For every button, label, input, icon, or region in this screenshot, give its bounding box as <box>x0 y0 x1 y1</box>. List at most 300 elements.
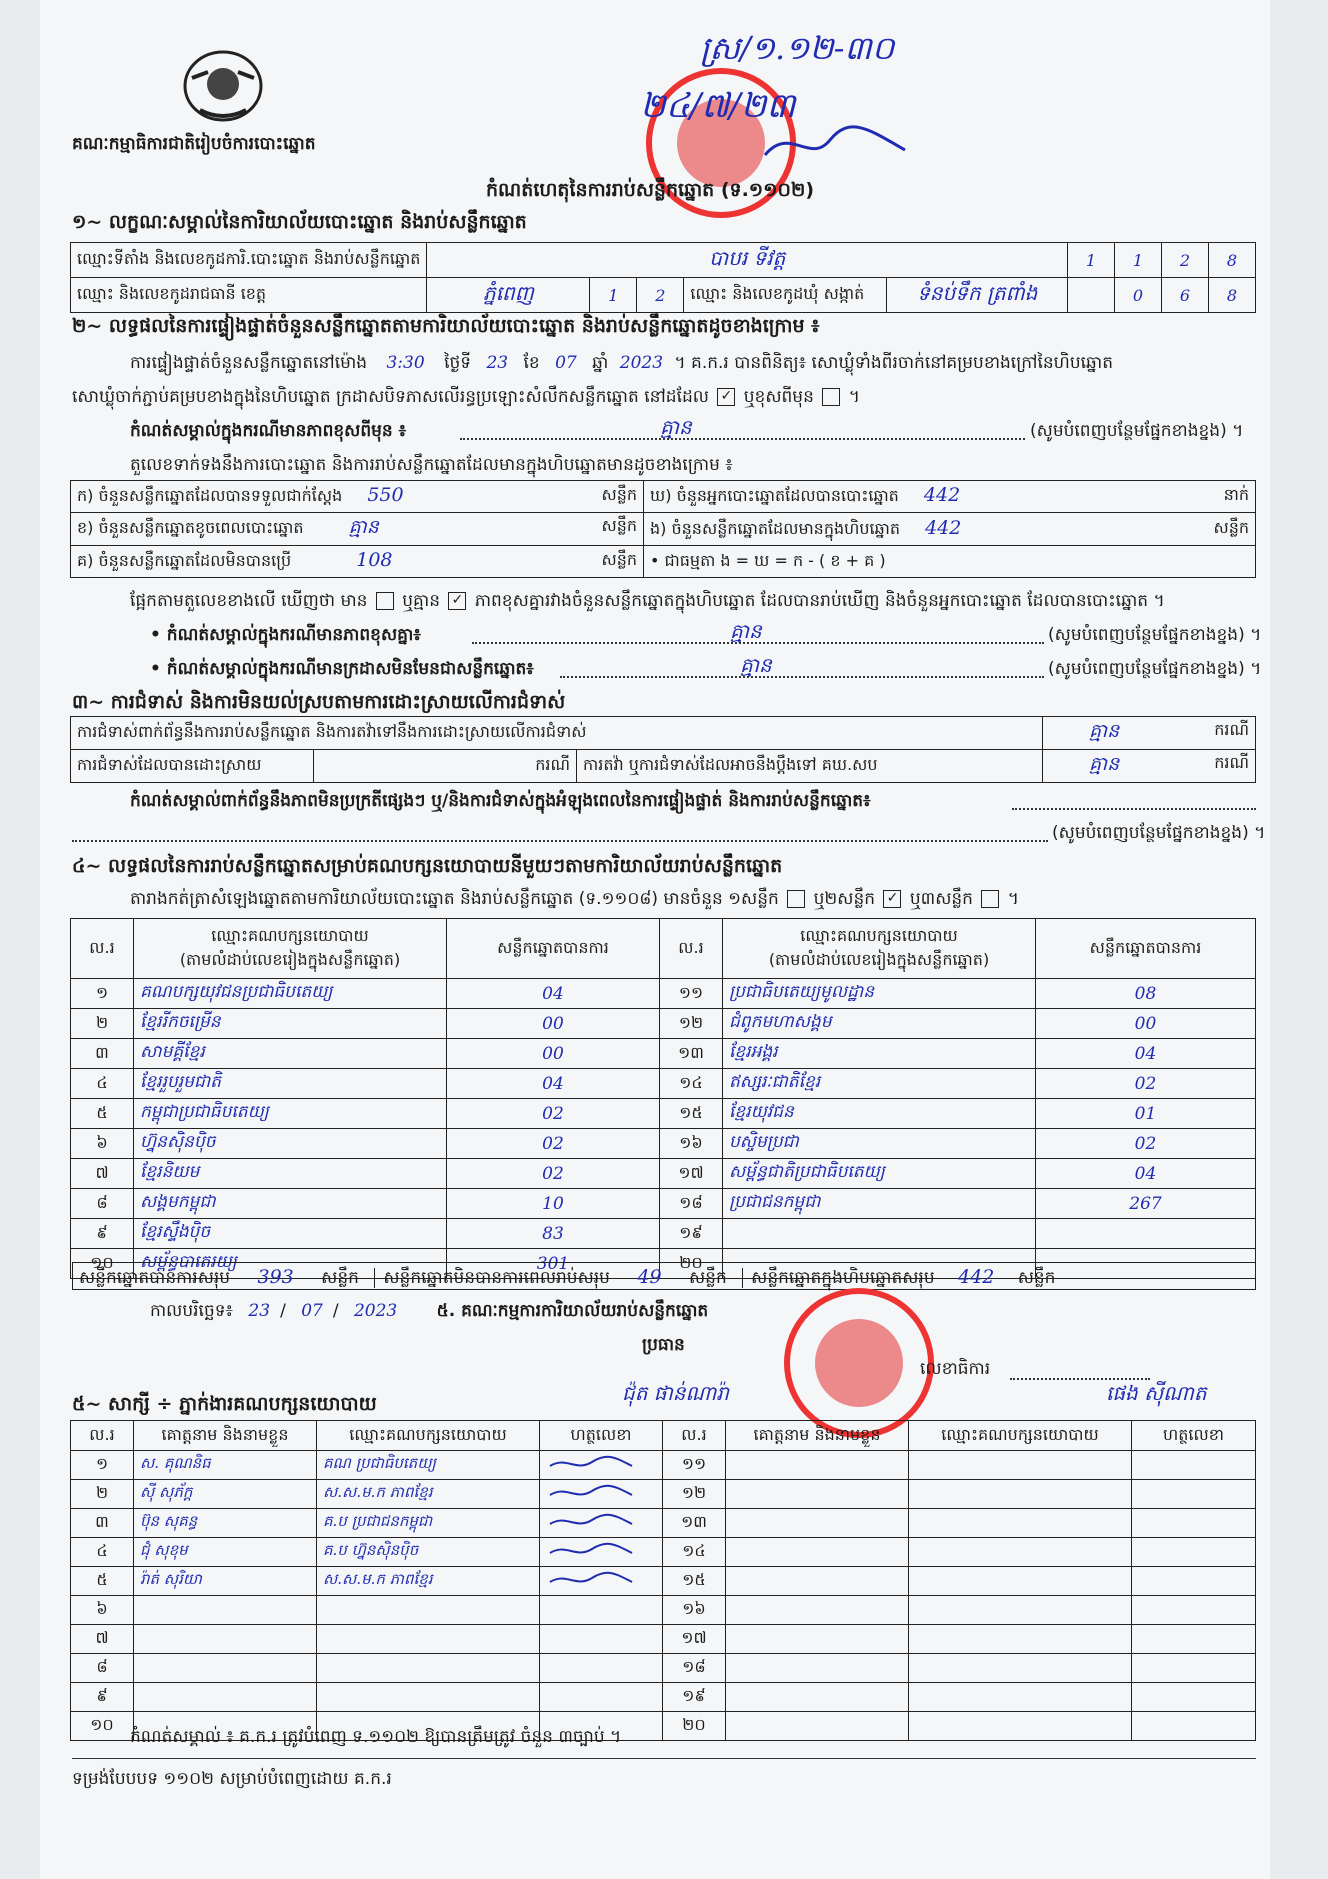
commune-code-3: 8 <box>1209 278 1256 313</box>
witness-row <box>71 1509 1256 1538</box>
results-col-no-left: ល.រ <box>71 919 134 979</box>
witness-row-sig-right <box>1132 1683 1256 1712</box>
results-row-no-right: ១៩ <box>660 1219 723 1249</box>
results-row-party-right: ខ្មែរយុវជន <box>723 1099 1036 1129</box>
objection-appeal-unit: ករណី <box>1214 753 1249 772</box>
witness-body <box>71 1451 1256 1741</box>
witness-row-party-left <box>317 1683 540 1712</box>
witness-row-name-left: រ៉ាត់ សុរិយា <box>134 1567 317 1596</box>
witness-row-no-right: ១៤ <box>663 1538 726 1567</box>
chair-name: ជ៉ុត ផាន់ណារ៉ា <box>622 1381 729 1405</box>
commune-code-1: 0 <box>1115 278 1162 313</box>
witness-row-no-right: ១៧ <box>663 1625 726 1654</box>
valid-total-unit: សន្លឹក <box>321 1268 359 1288</box>
results-col-votes-right: សន្លឹកឆ្នោតបានការ <box>1036 919 1256 979</box>
seal-text: សោឃ្លុំចាក់ភ្ជាប់គម្របខាងក្នុងនៃហិបឆ្នោត ក្រដាសបិទភាសលើរន្ធប្រឡោះសំលឹកសន្លឹកឆ្នោត នៅដដែល <box>72 387 709 407</box>
witness-row-name-left <box>134 1654 317 1683</box>
verification-text-a: ការផ្ទៀងផ្ទាត់ចំនួនសន្លឹកឆ្នោតនៅម៉ោង <box>130 353 368 373</box>
results-summary <box>72 1262 1256 1290</box>
results-row-votes-left: 00 <box>447 1009 660 1039</box>
two-sheets-checkbox[interactable]: ✓ <box>883 890 901 908</box>
witness-row-sig-left <box>540 1654 663 1683</box>
chair-label: ប្រធាន <box>642 1335 685 1355</box>
irregularity-note-end: (សូមបំពេញបន្ថែមផ្នែកខាងខ្នង) ។ <box>1052 823 1266 843</box>
verification-text-e: ។ គ.ក.រ បានពិនិត្យ៖ សោឃ្លុំទាំងពីរចាក់នៅគម្របខាងក្រៅនៃហិបឆ្នោត <box>674 353 1113 373</box>
results-row-party-left: ខ្មែរនិយម <box>134 1159 447 1189</box>
witness-row-no-left: ៧ <box>71 1625 134 1654</box>
committee-label: ៥. គណៈកម្មការការិយាល័យរាប់សន្លឹកឆ្នោត <box>436 1301 709 1321</box>
results-row-party-left: ខ្មែររួបរួមជាតិ <box>134 1069 447 1099</box>
seal-text-end: ។ <box>848 387 860 407</box>
witness-row-name-left: ប៊ុន សុគន្ធ <box>134 1509 317 1538</box>
witness-row-sig-left <box>540 1596 663 1625</box>
results-row <box>71 979 1256 1009</box>
witness-row-party-left: គ.ប ហ្វ៊ុនស៊ិនប៉ិច <box>317 1538 540 1567</box>
results-row-no-left: ៣ <box>71 1039 134 1069</box>
objections-table <box>70 716 1256 783</box>
results-row-votes-left: 00 <box>447 1039 660 1069</box>
witness-row-sig-left <box>540 1625 663 1654</box>
results-table <box>70 918 1256 1279</box>
witness-row-sig-left <box>540 1538 663 1567</box>
witness-row-party-right <box>909 1712 1132 1741</box>
results-row <box>71 1039 1256 1069</box>
results-row-party-left: សង្គមកម្ពុជា <box>134 1189 447 1219</box>
witness-row-party-right <box>909 1654 1132 1683</box>
fig-row1-label: ក) ចំនួនសន្លឹកឆ្នោតដែលបានទទួលជាក់ស្តែង <box>77 486 343 505</box>
results-row-votes-left: 83 <box>447 1219 660 1249</box>
witness-row-name-right <box>726 1538 909 1567</box>
results-row <box>71 1129 1256 1159</box>
results-row <box>71 1159 1256 1189</box>
fig-row2-value: គ្មាន <box>348 516 379 538</box>
witness-col-name-left: គោត្តនាម និងនាមខ្លួន <box>134 1421 317 1451</box>
fig-row2-right-unit: សន្លឹក <box>1213 517 1249 537</box>
figures-intro: តួលេខទាក់ទងនឹងការបោះឆ្នោត និងការរាប់សន្លឹកឆ្នោតដែលមានក្នុងហិបឆ្នោតមានដូចខាងក្រោម ៖ <box>130 455 733 475</box>
results-row-no-left: ២ <box>71 1009 134 1039</box>
witness-row-name-right <box>726 1480 909 1509</box>
witness-row-no-right: ១៩ <box>663 1683 726 1712</box>
date-label: កាលបរិច្ឆេទ៖ <box>150 1301 234 1321</box>
results-row-no-left: ៩ <box>71 1219 134 1249</box>
witness-col-sig-left: ហត្ថលេខា <box>540 1421 663 1451</box>
note3-value: គ្មាន <box>740 653 772 677</box>
results-row-no-right: ១២ <box>660 1009 723 1039</box>
witness-col-no-left: ល.រ <box>71 1421 134 1451</box>
witness-col-name-right: គោត្តនាម និងនាមខ្លួន <box>726 1421 909 1451</box>
objection-row1-value: គ្មាន <box>1089 720 1120 742</box>
results-col-no-right: ល.រ <box>660 919 723 979</box>
note1-value: គ្មាន <box>660 415 692 439</box>
difference-text-b: ឬគ្មាន <box>402 591 441 611</box>
results-row-votes-left: 04 <box>447 1069 660 1099</box>
witness-row-party-left: គ.ប ប្រជាជនកម្ពុជា <box>317 1509 540 1538</box>
results-row-party-right: ខ្មែរអង្គរ <box>723 1039 1036 1069</box>
note3-dots <box>560 676 1044 678</box>
witness-row-sig-left <box>540 1683 663 1712</box>
org-name: គណៈកម្មាធិការជាតិរៀបចំការបោះឆ្នោត <box>72 134 316 154</box>
signature-top-icon <box>760 120 910 170</box>
results-row-votes-right: 02 <box>1036 1129 1256 1159</box>
seal-text-b: ឬខុសពីមុន <box>743 387 814 407</box>
objection-resolved-label: ការជំទាស់ដែលបានដោះស្រាយ <box>71 750 314 783</box>
results-col-votes-left: សន្លឹកឆ្នោតបានការ <box>447 919 660 979</box>
witness-row-name-right <box>726 1451 909 1480</box>
note1-end: (សូមបំពេញបន្ថែមផ្នែកខាងខ្នង) ។ <box>1030 421 1244 441</box>
verification-line <box>130 352 1113 377</box>
results-row <box>71 1069 1256 1099</box>
results-row-votes-right: 04 <box>1036 1159 1256 1189</box>
witness-row-no-right: ១៥ <box>663 1567 726 1596</box>
figures-table <box>70 480 1256 578</box>
section4-title: ៤~ លទ្ធផលនៃការរាប់សន្លឹកឆ្នោតសម្រាប់គណបក្សនយោបាយនីមួយៗតាមការិយាល័យរាប់សន្លឹកឆ្នោត <box>72 855 783 877</box>
fig-row3-value: 108 <box>356 549 393 571</box>
witness-row <box>71 1596 1256 1625</box>
results-row-votes-left: 02 <box>447 1099 660 1129</box>
results-row-votes-left: 02 <box>447 1129 660 1159</box>
note2-label: • កំណត់សម្គាល់ក្នុងករណីមានភាពខុសគ្នា៖ <box>150 625 421 645</box>
results-row-party-left: ខ្មែរស្ទឹងប៉ិច <box>134 1219 447 1249</box>
witness-row-no-left: ១០ <box>71 1712 134 1741</box>
witness-row-party-left <box>317 1625 540 1654</box>
province-label: ឈ្មោះ និងលេខកូដរាជធានី ខេត្ត <box>71 278 427 313</box>
results-row-votes-right <box>1036 1219 1256 1249</box>
note3-end: (សូមបំពេញបន្ថែមផ្នែកខាងខ្នង) ។ <box>1048 659 1262 679</box>
witness-row-no-left: ១ <box>71 1451 134 1480</box>
witness-row-party-left: គណ ប្រជាធិបតេយ្យ <box>317 1451 540 1480</box>
witness-row-no-right: ១១ <box>663 1451 726 1480</box>
results-row-no-right: ១៨ <box>660 1189 723 1219</box>
results-row-no-left: ៤ <box>71 1069 134 1099</box>
results-row-party-left: សាមគ្គីខ្មែរ <box>134 1039 447 1069</box>
sheets-line <box>130 888 1019 913</box>
fig-row1-right-value: 442 <box>923 484 961 506</box>
fig-row2-unit: សន្លឹក <box>601 516 637 535</box>
witness-row-sig-right <box>1132 1596 1256 1625</box>
witness-col-sig-right: ហត្ថលេខា <box>1132 1421 1256 1451</box>
results-col-party-left-sub: (តាមលំដាប់លេខរៀងក្នុងសន្លឹកឆ្នោត) <box>179 949 401 969</box>
province-code-1: 1 <box>590 278 637 313</box>
form-footer: ទម្រង់បែបបទ ១១០២ សម្រាប់បំពេញដោយ គ.ក.រ <box>72 1769 392 1789</box>
witness-row <box>71 1538 1256 1567</box>
witness-row-name-left: ស. គុណនិធ <box>134 1451 317 1480</box>
secretary-name: ផេង ស៊ីណាត <box>1106 1381 1207 1405</box>
results-row-votes-right: 267 <box>1036 1189 1256 1219</box>
sheets-text-b: ឬ២សន្លឹក <box>813 889 876 909</box>
valid-total-label: សន្លឹកឆ្នោតបានការសរុប <box>79 1268 231 1288</box>
witness-col-party-right: ឈ្មោះគណបក្សនយោបាយ <box>909 1421 1132 1451</box>
fig-row1-right: ឃ) ចំនួនអ្នកបោះឆ្នោតដែលបានបោះឆ្នោត <box>650 486 899 505</box>
commune-label: ឈ្មោះ និងលេខកូដឃុំ សង្កាត់ <box>684 278 887 313</box>
witness-row-sig-left <box>540 1509 663 1538</box>
verification-month: 07 <box>555 353 577 373</box>
results-row-party-left: សម្ព័ន្ធបាតេរយ្យ <box>134 1249 447 1279</box>
results-row-no-left: ៧ <box>71 1159 134 1189</box>
results-row-votes-right: 08 <box>1036 979 1256 1009</box>
verification-time: 3:30 <box>386 353 425 373</box>
results-row-votes-left: 02 <box>447 1159 660 1189</box>
commune-code-blank <box>1068 278 1115 313</box>
section1-title: ១~ លក្ខណៈសម្គាល់នៃការិយាល័យបោះឆ្នោត និងរាប់សន្លឹកឆ្នោត <box>72 211 527 233</box>
results-row-no-left: ១០ <box>71 1249 134 1279</box>
objection-appeal-value: គ្មាន <box>1089 753 1120 775</box>
date-line: កាលបរិច្ឆេទ៖ 23 / 07 / 2023 ៥. គណៈកម្មការការិយាល័យរាប់សន្លឹកឆ្នោត <box>150 1301 709 1321</box>
different-checkbox[interactable] <box>822 388 840 406</box>
results-col-party-right-title: ឈ្មោះគណបក្សនយោបាយ <box>800 925 958 945</box>
witness-row-sig-left <box>540 1567 663 1596</box>
witness-row-no-left: ២ <box>71 1480 134 1509</box>
witness-row-party-right <box>909 1596 1132 1625</box>
results-row-no-left: ៦ <box>71 1129 134 1159</box>
results-row-no-left: ៥ <box>71 1099 134 1129</box>
footer-divider <box>72 1758 1256 1759</box>
location-code-4: 8 <box>1209 243 1256 278</box>
difference-line <box>130 590 1165 615</box>
handwritten-date: ២៤/៧/២៣ <box>640 86 796 126</box>
footnote: កំណត់សម្គាល់ ៖ គ.ក.រ ត្រូវបំពេញ ទ.១១០២ ឱ្យបានត្រឹមត្រូវ ចំនួន ៣ច្បាប់ ។ <box>130 1727 622 1747</box>
witness-row-sig-right <box>1132 1712 1256 1741</box>
witness-row-name-right <box>726 1509 909 1538</box>
province-code-2: 2 <box>637 278 684 313</box>
witness-table <box>70 1420 1256 1741</box>
box-total-label: សន្លឹកឆ្នោតក្នុងហិបឆ្នោតសរុប <box>742 1268 934 1288</box>
witness-row-party-right <box>909 1625 1132 1654</box>
results-row-no-right: ១៦ <box>660 1129 723 1159</box>
witness-row-name-left <box>134 1596 317 1625</box>
witness-row-sig-right <box>1132 1567 1256 1596</box>
fig-row1-unit: សន្លឹក <box>601 485 637 504</box>
results-row-no-left: ១ <box>71 979 134 1009</box>
witness-row-name-right <box>726 1596 909 1625</box>
fig-row2-right-value: 442 <box>925 516 962 539</box>
official-stamp-bottom <box>784 1288 934 1438</box>
witness-row-party-left <box>317 1596 540 1625</box>
document-title: កំណត់ហេតុនៃការរាប់សន្លឹកឆ្នោត (ទ.១១០២) <box>486 179 815 201</box>
invalid-total-unit: សន្លឹក <box>688 1268 727 1288</box>
handwritten-reference: ស្រ/១.១២-៣០ <box>700 29 895 67</box>
note1-label: កំណត់សម្គាល់ក្នុងករណីមានភាពខុសពីមុន ៖ <box>130 421 407 441</box>
results-row-votes-right: 02 <box>1036 1069 1256 1099</box>
results-row-votes-right: 00 <box>1036 1009 1256 1039</box>
results-row-party-right: ជំពូកមហាសង្គម <box>723 1009 1036 1039</box>
results-col-party-left-title: ឈ្មោះគណបក្សនយោបាយ <box>211 925 369 945</box>
commune-value: ទំនប់ទឹក ត្រពាំង <box>887 278 1068 313</box>
witness-row-sig-left <box>540 1451 663 1480</box>
results-row-votes-right: 04 <box>1036 1039 1256 1069</box>
witness-row-no-right: ១៨ <box>663 1654 726 1683</box>
objection-row1-unit: ករណី <box>1214 720 1249 739</box>
witness-row-party-left <box>317 1654 540 1683</box>
witness-row-party-right <box>909 1538 1132 1567</box>
results-row-votes-left: 04 <box>447 979 660 1009</box>
results-row-party-right <box>723 1219 1036 1249</box>
date-day: 23 <box>248 1301 271 1321</box>
date-year: 2023 <box>353 1301 398 1321</box>
difference-text-c: ភាពខុសគ្នារវាងចំនួនសន្លឹកឆ្នោតក្នុងហិបឆ្នោត ដែលបានរាប់ឃើញ និងចំនួនអ្នកបោះឆ្នោត ដែលបានបោះឆ្នោត ។ <box>474 591 1165 611</box>
results-row-no-right: ១៥ <box>660 1099 723 1129</box>
witness-row-name-right <box>726 1625 909 1654</box>
witness-row-name-left <box>134 1625 317 1654</box>
note3-label: • កំណត់សម្គាល់ក្នុងករណីមានក្រដាសមិនមែនជាសន្លឹកឆ្នោត៖ <box>150 659 534 679</box>
results-body <box>71 979 1256 1279</box>
witness-row-party-left: ស.ស.ម.ក ភាពខ្មែរ <box>317 1567 540 1596</box>
results-col-party-right-sub: (តាមលំដាប់លេខរៀងក្នុងសន្លឹកឆ្នោត) <box>768 949 990 969</box>
verification-text-c: ខែ <box>523 353 540 373</box>
results-col-party-left <box>134 919 447 979</box>
results-row-no-right: ១១ <box>660 979 723 1009</box>
irregularity-dots-1 <box>1012 808 1256 810</box>
results-row-no-right: ២០ <box>660 1249 723 1279</box>
invalid-total-label: សន្លឹកឆ្នោតមិនបានការពេលរាប់សរុប <box>374 1268 610 1288</box>
witness-row-party-right <box>909 1509 1132 1538</box>
results-row-party-left: ហ្វ៊ុនស៊ិនប៉ិច <box>134 1129 447 1159</box>
results-row-votes-right: 01 <box>1036 1099 1256 1129</box>
location-code-2: 1 <box>1115 243 1162 278</box>
witness-row <box>71 1451 1256 1480</box>
witness-row-name-right <box>726 1712 909 1741</box>
fig-row3-label: គ) ចំនួនសន្លឹកឆ្នោតដែលមិនបានប្រើ <box>77 551 292 570</box>
results-row-party-right: ប្រជាធិបតេយ្យមូលដ្ឋាន <box>723 979 1036 1009</box>
has-difference-checkbox[interactable] <box>376 592 394 610</box>
witness-row-sig-right <box>1132 1654 1256 1683</box>
fig-row3-right: • ជាធម្មតា ង = ឃ = ក - ( ខ + គ ) <box>650 550 886 570</box>
no-difference-checkbox[interactable]: ✓ <box>448 592 466 610</box>
valid-total-value: 393 <box>257 1266 294 1288</box>
seal-line <box>72 386 860 411</box>
invalid-total-value: 49 <box>637 1266 662 1288</box>
witness-row-name-right <box>726 1654 909 1683</box>
verification-text-d: ឆ្នាំ <box>592 353 609 373</box>
objection-row1-label: ការជំទាស់ពាក់ព័ន្ធនឹងការរាប់សន្លឹកឆ្នោត និងការតវ៉ាទៅនឹងការដោះស្រាយលើការជំទាស់ <box>71 717 1043 750</box>
results-row-no-right: ១៤ <box>660 1069 723 1099</box>
witness-row-party-left: ស.ស.ម.ក ភាពខ្មែរ <box>317 1480 540 1509</box>
sheets-text-end: ។ <box>1007 889 1020 909</box>
secretary-label: លេខាធិការ <box>920 1359 991 1379</box>
witness-row-party-right <box>909 1567 1132 1596</box>
witness-row <box>71 1683 1256 1712</box>
results-row-party-right: ប្រជាជនកម្ពុជា <box>723 1189 1036 1219</box>
irregularity-dots-2 <box>72 840 1048 842</box>
witness-row <box>71 1625 1256 1654</box>
results-row-party-left: កម្ពុជាប្រជាធិបតេយ្យ <box>134 1099 447 1129</box>
location-code-1: 1 <box>1068 243 1115 278</box>
province-value: ភ្នំពេញ <box>427 278 590 313</box>
note1-dots <box>460 438 1025 440</box>
witness-row-name-left: ស៊ី សុភ័ក្ត <box>134 1480 317 1509</box>
section3-title: ៣~ ការជំទាស់ និងការមិនយល់ស្របតាមការដោះស្រាយលើការជំទាស់ <box>72 691 566 713</box>
witness-row-sig-left <box>540 1480 663 1509</box>
irregularity-note-label: កំណត់សម្គាល់ពាក់ព័ន្ធនឹងភាពមិនប្រក្រតីផ្សេងៗ ឬ/និងការជំទាស់ក្នុងអំឡុងពេលនៃការផ្ទៀងផ្ទាត់ និងការរាប់សន្លឹកឆ្នោត៖ <box>130 791 871 811</box>
witness-row-name-left <box>134 1683 317 1712</box>
nec-emblem-icon <box>180 48 266 124</box>
witness-row-party-right <box>909 1480 1132 1509</box>
commune-code-2: 6 <box>1162 278 1209 313</box>
difference-text-a: ផ្អែកតាមតួលេខខាងលើ ឃើញថា មាន <box>130 591 368 611</box>
witness-col-party-left: ឈ្មោះគណបក្សនយោបាយ <box>317 1421 540 1451</box>
results-row-party-right: ឥស្សរៈជាតិខ្មែរ <box>723 1069 1036 1099</box>
results-row-party-left: គណបក្សយុវជនប្រជាធិបតេយ្យ <box>134 979 447 1009</box>
sheets-text-c: ឬ៣សន្លឹក <box>909 889 973 909</box>
three-sheets-checkbox[interactable] <box>981 890 999 908</box>
witness-row-no-left: ៥ <box>71 1567 134 1596</box>
witness-row-no-left: ៩ <box>71 1683 134 1712</box>
verification-year: 2023 <box>619 353 664 373</box>
witness-row-name-right <box>726 1683 909 1712</box>
one-sheet-checkbox[interactable] <box>787 890 805 908</box>
verification-text-b: ថ្ងៃទី <box>444 353 472 373</box>
results-row-no-right: ១៧ <box>660 1159 723 1189</box>
witness-row-no-left: ៤ <box>71 1538 134 1567</box>
witness-row-sig-right <box>1132 1451 1256 1480</box>
fig-row1-value: 550 <box>367 484 404 506</box>
location-value: បាបរ ទីវត្ត <box>427 243 1068 278</box>
box-total-unit: សន្លឹក <box>1017 1268 1056 1288</box>
witness-row-no-left: ៦ <box>71 1596 134 1625</box>
results-row-party-right: សម្ព័ន្ធជាតិប្រជាធិបតេយ្យ <box>723 1159 1036 1189</box>
results-row <box>71 1189 1256 1219</box>
box-total-value: 442 <box>958 1266 995 1288</box>
results-col-party-right <box>723 919 1036 979</box>
witness-row-no-right: ១២ <box>663 1480 726 1509</box>
results-row-no-right: ១៣ <box>660 1039 723 1069</box>
same-checkbox[interactable]: ✓ <box>717 388 735 406</box>
date-month: 07 <box>301 1301 323 1321</box>
fig-row1-right-unit: នាក់ <box>1223 485 1249 504</box>
document-page <box>40 0 1270 1879</box>
fig-row2-right: ង) ចំនួនសន្លឹកឆ្នោតដែលមានក្នុងហិបឆ្នោត <box>650 518 900 538</box>
witness-row-no-right: ២០ <box>663 1712 726 1741</box>
witness-row-sig-right <box>1132 1509 1256 1538</box>
results-row <box>71 1219 1256 1249</box>
note2-dots <box>472 642 1044 644</box>
objection-appeal-label: ការតវ៉ា ឬការជំទាស់ដែលអាចនឹងប្តឹងទៅ គឃ.សប <box>577 750 1043 783</box>
fig-row3-unit: សន្លឹក <box>601 550 637 569</box>
results-row-votes-left: 10 <box>447 1189 660 1219</box>
witness-row-party-right <box>909 1451 1132 1480</box>
witness-row-no-left: ៨ <box>71 1654 134 1683</box>
witness-col-no-right: ល.រ <box>663 1421 726 1451</box>
witness-row-name-right <box>726 1567 909 1596</box>
verification-day: 23 <box>486 353 509 373</box>
location-code-3: 2 <box>1162 243 1209 278</box>
witness-row <box>71 1567 1256 1596</box>
section1-table <box>70 242 1256 313</box>
witness-row-no-right: ១៦ <box>663 1596 726 1625</box>
results-row-party-left: ខ្មែររីកចម្រើន <box>134 1009 447 1039</box>
results-row-no-left: ៨ <box>71 1189 134 1219</box>
fig-row2-label: ខ) ចំនួនសន្លឹកឆ្នោតខូចពេលបោះឆ្នោត <box>77 518 304 537</box>
witness-row-sig-right <box>1132 1538 1256 1567</box>
sheets-text: តារាងកត់ត្រាសំឡេងឆ្នោតតាមការិយាល័យបោះឆ្នោត និងរាប់សន្លឹកឆ្នោត (ទ.១១០៨) មានចំនួន ១សន្លឹក <box>130 889 779 909</box>
location-label: ឈ្មោះទីតាំង និងលេខកូដការិ.បោះឆ្នោត និងរាប់សន្លឹកឆ្នោត <box>71 243 427 278</box>
note2-end: (សូមបំពេញបន្ថែមផ្នែកខាងខ្នង) ។ <box>1048 625 1262 645</box>
section2-title: ២~ លទ្ធផលនៃការផ្ទៀងផ្ទាត់ចំនួនសន្លឹកឆ្នោតតាមការិយាល័យបោះឆ្នោត និងរាប់សន្លឹកឆ្នោតដូចខាងក្រោម ៖ <box>72 315 820 337</box>
witness-row-sig-right <box>1132 1480 1256 1509</box>
witness-row <box>71 1654 1256 1683</box>
results-row <box>71 1009 1256 1039</box>
section5-title: ៥~ សាក្សី ÷ ភ្នាក់ងារគណបក្សនយោបាយ <box>72 1393 377 1415</box>
note2-value: គ្មាន <box>730 619 762 643</box>
witness-row-party-right <box>909 1683 1132 1712</box>
witness-row-no-right: ១៣ <box>663 1509 726 1538</box>
objection-resolved-unit: ករណី <box>535 755 570 774</box>
witness-row-name-left: ជុំ សុខុម <box>134 1538 317 1567</box>
witness-row <box>71 1480 1256 1509</box>
witness-row-sig-right <box>1132 1625 1256 1654</box>
witness-row-no-left: ៣ <box>71 1509 134 1538</box>
results-row-votes-left: 301 <box>447 1249 660 1279</box>
results-row-party-right: បស្ចិមប្រជា <box>723 1129 1036 1159</box>
